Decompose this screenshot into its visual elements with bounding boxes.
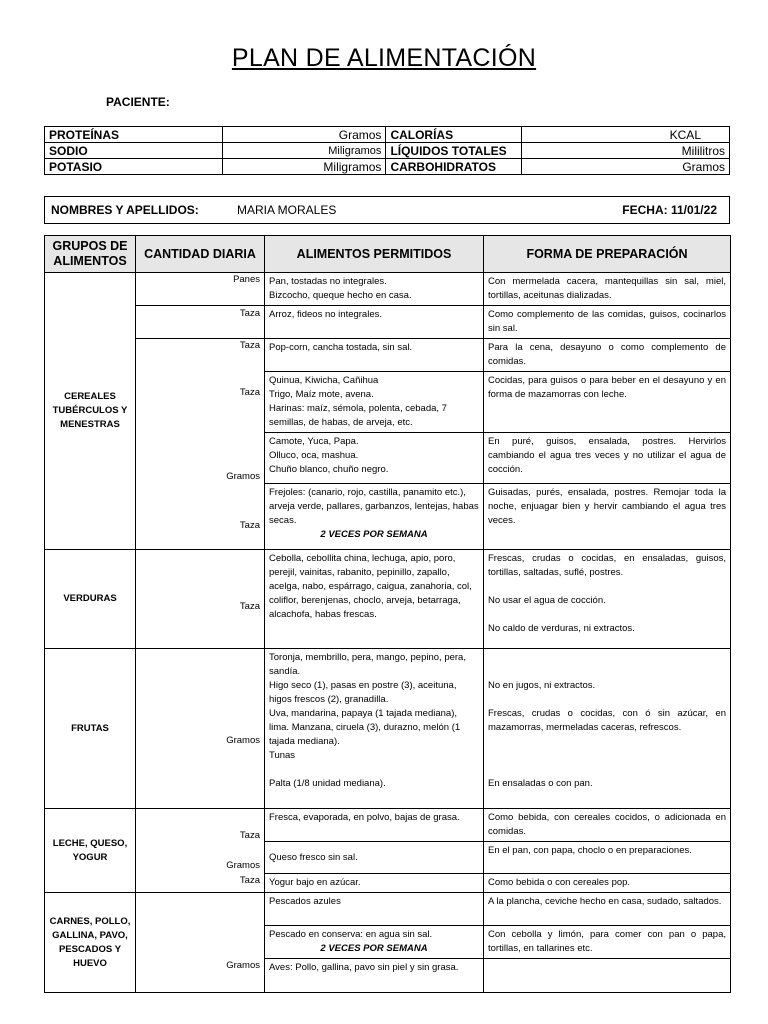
quantity-cell — [136, 809, 265, 893]
header-foods: ALIMENTOS PERMITIDOS — [265, 236, 484, 273]
food-cell — [265, 433, 484, 484]
nutrient-label: CARBOHIDRATOS — [386, 159, 522, 175]
prep-cell: Como complemento de las comidas, guisos, cocinarlos sin sal. — [484, 306, 731, 339]
table-row — [45, 273, 731, 306]
unit-label: Gramos — [226, 735, 260, 746]
prep-cell: En el pan, con papa, choclo o en preparaciones. — [484, 842, 731, 874]
nutrition-row — [45, 127, 730, 143]
food-line: Uva, mandarina, papaya (1 tajada mediana), lima. Manzana, ciruela (3), durazno, melón (1 tajada mediana). — [269, 708, 461, 747]
nutrition-table — [44, 126, 730, 175]
food-cell: Pescados azules — [265, 893, 484, 926]
food-cell — [265, 273, 484, 306]
quantity-cell — [136, 306, 265, 339]
prep-line: Frescas, crudas o cocidas, con ó sin azúcar, en mazamorras, mermeladas caceras, refrescos. — [488, 708, 726, 733]
frequency-note: 2 VECES POR SEMANA — [320, 943, 428, 954]
prep-cell: Para la cena, desayuno o como complemento de comidas. — [484, 339, 731, 372]
food-line: Higo seco (1), pasas en postre (3), aceituna, higos frescos (2), granadilla. — [269, 680, 457, 705]
patient-label: PACIENTE: — [106, 95, 170, 109]
food-line: Harinas: maíz, sémola, polenta, cebada, 7 semillas, de habas, de arveja, etc. — [269, 403, 447, 428]
prep-cell — [484, 959, 731, 993]
prep-cell — [484, 649, 731, 809]
prep-cell: Con mermelada cacera, mantequillas sin sal, miel, tortillas, aceitunas dializadas. — [484, 273, 731, 306]
prep-cell: Cocidas, para guisos o para beber en el desayuno y en forma de mazamorras con leche. — [484, 372, 731, 433]
table-row — [45, 893, 731, 926]
food-line: Olluco, oca, mashua. — [269, 450, 359, 461]
unit-label: Taza — [239, 387, 260, 398]
quantity-cell — [136, 893, 265, 993]
prep-line: No usar el agua de cocción. — [488, 595, 606, 606]
header-groups: GRUPOS DE ALIMENTOS — [45, 236, 136, 273]
nutrient-label: SODIO — [45, 143, 223, 159]
group-cereales: CEREALES TUBÉRCULOS Y MENESTRAS — [45, 273, 136, 550]
unit-label: Gramos — [226, 860, 260, 871]
prep-cell — [484, 550, 731, 649]
prep-cell: Guisadas, purés, ensalada, postres. Remojar toda la noche, enjuagar bien y hervir cambiando el agua tres veces. — [484, 484, 731, 550]
food-cell: Arroz, fideos no integrales. — [265, 306, 484, 339]
food-line: Quinua, Kiwicha, Cañihua — [269, 375, 379, 386]
nutrient-unit: Mililitros — [522, 143, 730, 159]
prep-line: No caldo de verduras, ni extractos. — [488, 623, 635, 634]
unit-label: Taza — [239, 875, 260, 886]
food-line: Trigo, Maíz mote, avena. — [269, 389, 374, 400]
food-line: Tunas — [269, 750, 296, 761]
food-line: Pescado en conserva: en agua sin sal. — [269, 929, 433, 940]
food-line: Toronja, membrillo, pera, mango, pepino, pera, sandía. — [269, 652, 466, 677]
page-title: PLAN DE ALIMENTACIÓN — [231, 44, 537, 72]
prep-cell: Como bebida o con cereales pop. — [484, 874, 731, 893]
nutrient-label: POTASIO — [45, 159, 223, 175]
group-carnes: CARNES, POLLO, GALLINA, PAVO, PESCADOS Y HUEVO — [45, 893, 136, 993]
table-row — [45, 339, 731, 372]
food-cell: Cebolla, cebollita china, lechuga, apio, poro, perejil, vainitas, rabanito, pepinillo, zapallo, acelga, nabo, espárrago, caigua, zanahoria, col, coliflor, berenjenas, choclo, arveja, betarraga, alcachofa, habas frescas. — [265, 550, 484, 649]
group-frutas: FRUTAS — [45, 649, 136, 809]
quantity-cell — [136, 339, 265, 550]
prep-line: En ensaladas o con pan. — [488, 778, 593, 789]
unit-label: Taza — [239, 308, 260, 319]
quantity-cell — [136, 273, 265, 306]
food-cell: Queso fresco sin sal. — [265, 842, 484, 874]
nutrient-label: LÍQUIDOS TOTALES — [386, 143, 522, 159]
prep-cell: Como bebida, con cereales cocidos, o adicionada en comidas. — [484, 809, 731, 842]
patient-info-box — [44, 196, 730, 224]
prep-cell: Con cebolla y limón, para comer con pan o papa, tortillas, en tallarines etc. — [484, 926, 731, 959]
food-cell: Pop-corn, cancha tostada, sin sal. — [265, 339, 484, 372]
food-cell: Fresca, evaporada, en polvo, bajas de grasa. — [265, 809, 484, 842]
table-row — [45, 306, 731, 339]
food-line: Camote, Yuca, Papa. — [269, 436, 359, 447]
date-field: FECHA: 11/01/22 — [622, 203, 717, 217]
nutrition-row — [45, 143, 730, 159]
nutrient-unit: KCAL — [522, 127, 730, 143]
unit-label: Taza — [239, 601, 260, 612]
nutrient-unit: Gramos — [522, 159, 730, 175]
nutrient-unit: Miligramos — [222, 143, 386, 159]
unit-label: Gramos — [226, 471, 260, 482]
group-leche: LECHE, QUESO, YOGUR — [45, 809, 136, 893]
nutrition-row — [45, 159, 730, 175]
nutrient-label: PROTEÍNAS — [45, 127, 223, 143]
quantity-cell — [136, 550, 265, 649]
food-line: Chuño blanco, chuño negro. — [269, 464, 389, 475]
food-line: Bizcocho, queque hecho en casa. — [269, 290, 412, 301]
food-cell — [265, 649, 484, 809]
table-row — [45, 550, 731, 649]
prep-line: No en jugos, ni extractos. — [488, 680, 596, 691]
quantity-cell — [136, 649, 265, 809]
unit-label: Taza — [239, 830, 260, 841]
food-line: Pan, tostadas no integrales. — [269, 276, 387, 287]
food-cell — [265, 372, 484, 433]
prep-line: Frescas, crudas o cocidas, en ensaladas, guisos, tortillas, saltadas, suflé, postres. — [488, 553, 726, 578]
unit-label: Panes — [233, 274, 260, 285]
food-cell — [265, 484, 484, 550]
group-verduras: VERDURAS — [45, 550, 136, 649]
prep-cell: En puré, guisos, ensalada, postres. Hervirlos cambiando el agua tres veces y no utilizar el agua de cocción. — [484, 433, 731, 484]
frequency-note: 2 VECES POR SEMANA — [320, 529, 428, 540]
header-row — [45, 236, 731, 273]
nutrient-unit: Miligramos — [222, 159, 386, 175]
food-cell: Aves: Pollo, gallina, pavo sin piel y sin grasa. — [265, 959, 484, 993]
nutrient-unit: Gramos — [222, 127, 386, 143]
unit-label: Gramos — [226, 960, 260, 971]
food-line: Palta (1/8 unidad mediana). — [269, 778, 386, 789]
food-line: Frejoles: (canario, rojo, castilla, panamito etc.), arveja verde, pallares, garbanzos, lentejas, habas secas. — [269, 487, 479, 526]
prep-cell: A la plancha, ceviche hecho en casa, sudado, saltados. — [484, 893, 731, 926]
food-cell: Yogur bajo en azúcar. — [265, 874, 484, 893]
nutrient-label: CALORÍAS — [386, 127, 522, 143]
header-preparation: FORMA DE PREPARACIÓN — [484, 236, 731, 273]
unit-label: Taza — [239, 520, 260, 531]
unit-label: Taza — [239, 340, 260, 351]
table-row — [45, 649, 731, 809]
food-cell — [265, 926, 484, 959]
header-quantity: CANTIDAD DIARIA — [136, 236, 265, 273]
diet-plan-table — [44, 235, 731, 993]
name-label: NOMBRES Y APELLIDOS: — [51, 203, 199, 217]
table-row — [45, 809, 731, 842]
patient-name: MARIA MORALES — [237, 203, 337, 217]
